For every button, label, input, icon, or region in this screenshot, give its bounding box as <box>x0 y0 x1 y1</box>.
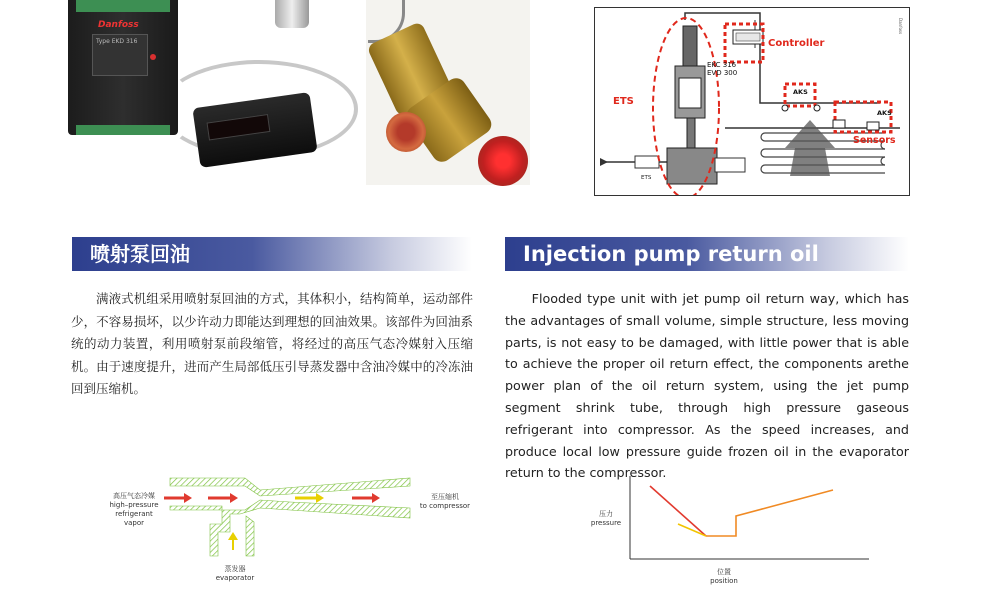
inlet-label-cn: 高压气态冷媒 <box>113 492 155 500</box>
y-axis-label-en: pressure <box>590 519 622 527</box>
terminal-strip <box>76 0 170 12</box>
body-text-en: Flooded type unit with jet pump oil return way, which has the advantages of small volume, simple structure, less moving parts, is not easy to be damaged, with little power that is able to achieve the proper oil return effect, the components arethe power plan of the oil return system, using the jet pump segment shrink tube, through high pressure gaseous refrigerant into compressor. As the speed increases, and produce local low pressure guide frozen oil in the evaporator return to the compressor. <box>505 291 909 481</box>
status-led <box>150 54 156 60</box>
section-heading-en: Injection pump return oil <box>505 237 909 271</box>
terminal-strip-bottom <box>76 125 170 135</box>
sensor-probe-photo <box>275 0 309 28</box>
pressure-line-outlet <box>706 490 833 536</box>
outlet-label-en: to compressor <box>419 502 471 510</box>
inlet-label-en-2: refrigerant vapor <box>115 510 153 527</box>
aks-label-2: AKS <box>877 109 892 117</box>
device-label-1: EKC 316 <box>707 61 737 69</box>
device-label-2: EVD 300 <box>707 69 738 77</box>
x-axis-label-cn: 位置 <box>717 568 731 576</box>
outlet-label-cn: 至压缩机 <box>431 493 459 501</box>
model-label: Type EKD 316 <box>96 38 138 45</box>
section-heading-cn: 喷射泵回油 <box>72 237 472 271</box>
label-plate <box>92 34 148 76</box>
valve-pipe-inlet <box>386 112 426 152</box>
pressure-line-evaporator <box>678 524 706 536</box>
pressure-chart <box>626 474 872 564</box>
inlet-label <box>108 492 160 528</box>
valve-pipe-outlet <box>478 136 528 186</box>
pressure-line-high <box>650 486 706 536</box>
outlet-label <box>418 493 472 511</box>
y-axis-label <box>590 510 622 528</box>
jet-pump-diagram <box>160 472 420 557</box>
inlet-label-en-1: high–pressure <box>109 501 159 509</box>
ets-schematic <box>594 7 910 196</box>
evaporator-label <box>212 565 258 583</box>
x-axis-label <box>706 568 742 586</box>
y-axis-label-cn: 压力 <box>599 510 613 518</box>
ets-label: ETS <box>613 96 634 107</box>
aks-label-1: AKS <box>793 88 808 96</box>
display-screen <box>207 114 271 140</box>
brand-logo: Danfoss <box>98 20 139 30</box>
svg-text:Danfoss: Danfoss <box>898 18 903 35</box>
sensors-label: Sensors <box>853 135 896 146</box>
ets-small-label: ETS <box>641 175 652 181</box>
controller-label: Controller <box>768 38 825 49</box>
body-text-cn: 满液式机组采用喷射泵回油的方式，其体积小，结构简单，运动部件少，不容易损坏，以少许动力即能达到理想的回油效果。该部件为回油系统的动力装置，利用喷射泵前段缩管，将经过的高压气态冷媒射入压缩机。由于速度提升，进而产生局部低压引导蒸发器中含油冷媒中的冷冻油回到压缩机。 <box>71 291 473 396</box>
evaporator-label-en: evaporator <box>215 574 255 582</box>
x-axis-label-en: position <box>710 577 738 585</box>
schematic-drawing <box>595 8 909 195</box>
evaporator-label-cn: 蒸发器 <box>224 565 246 573</box>
